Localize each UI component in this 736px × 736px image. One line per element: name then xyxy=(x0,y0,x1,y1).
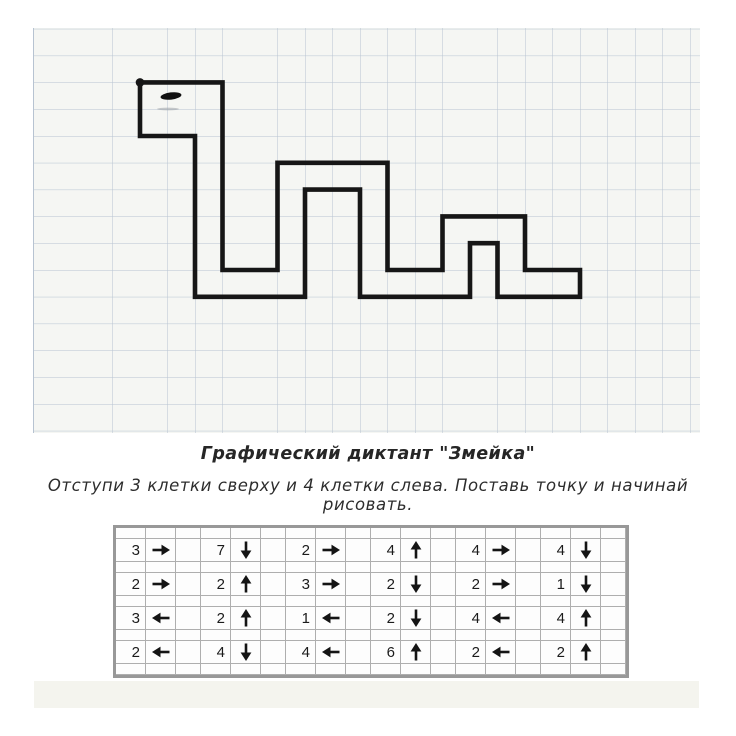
table-cell xyxy=(346,630,371,641)
step-count: 2 xyxy=(371,573,401,596)
table-cell xyxy=(201,596,231,607)
table-cell xyxy=(571,528,601,539)
table-cell xyxy=(146,630,176,641)
table-cell xyxy=(371,528,401,539)
step-count: 2 xyxy=(116,641,146,664)
table-cell xyxy=(346,664,371,675)
down-arrow-icon xyxy=(239,540,253,560)
down-arrow-icon xyxy=(239,642,253,662)
table-cell xyxy=(316,630,346,641)
right-arrow-icon xyxy=(151,543,171,557)
step-count: 2 xyxy=(456,573,486,596)
scan-shadow-band xyxy=(34,681,699,708)
table-cell xyxy=(431,562,456,573)
table-cell xyxy=(516,596,541,607)
table-cell xyxy=(431,573,456,596)
up-arrow-icon xyxy=(409,642,423,662)
step-arrow xyxy=(486,641,516,664)
table-cell xyxy=(371,664,401,675)
step-arrow xyxy=(571,641,601,664)
table-cell xyxy=(431,528,456,539)
table-cell xyxy=(176,539,201,562)
table-cell xyxy=(456,630,486,641)
start-dot xyxy=(136,78,145,87)
table-cell xyxy=(201,630,231,641)
table-cell xyxy=(541,664,571,675)
step-count: 2 xyxy=(286,539,316,562)
step-arrow xyxy=(401,573,431,596)
table-cell xyxy=(261,562,286,573)
table-cell xyxy=(286,528,316,539)
table-cell xyxy=(176,528,201,539)
table-cell xyxy=(201,664,231,675)
left-arrow-icon xyxy=(321,611,341,625)
table-cell xyxy=(541,630,571,641)
up-arrow-icon xyxy=(239,574,253,594)
step-arrow xyxy=(231,573,261,596)
table-cell xyxy=(146,596,176,607)
table-cell xyxy=(201,562,231,573)
table-cell xyxy=(346,573,371,596)
step-count: 2 xyxy=(116,573,146,596)
table-cell xyxy=(601,607,626,630)
table-cell xyxy=(401,664,431,675)
table-cell xyxy=(571,630,601,641)
table-cell xyxy=(571,596,601,607)
left-arrow-icon xyxy=(491,645,511,659)
table-cell xyxy=(116,528,146,539)
table-cell xyxy=(486,562,516,573)
up-arrow-icon xyxy=(239,608,253,628)
right-arrow-icon xyxy=(321,577,341,591)
table-cell xyxy=(401,562,431,573)
down-arrow-icon xyxy=(409,574,423,594)
table-cell xyxy=(516,573,541,596)
step-arrow xyxy=(571,539,601,562)
step-count: 2 xyxy=(371,607,401,630)
table-cell xyxy=(346,596,371,607)
step-count: 4 xyxy=(371,539,401,562)
down-arrow-icon xyxy=(579,540,593,560)
table-cell xyxy=(176,630,201,641)
table-cell xyxy=(261,664,286,675)
table-cell xyxy=(146,664,176,675)
table-cell xyxy=(601,664,626,675)
table-cell xyxy=(401,630,431,641)
left-arrow-icon xyxy=(321,645,341,659)
step-arrow xyxy=(486,573,516,596)
table-cell xyxy=(601,528,626,539)
table-cell xyxy=(516,528,541,539)
table-cell xyxy=(571,664,601,675)
table-cell xyxy=(516,664,541,675)
step-count: 2 xyxy=(201,573,231,596)
table-cell xyxy=(346,641,371,664)
table-cell xyxy=(261,596,286,607)
table-cell xyxy=(371,562,401,573)
step-arrow xyxy=(486,607,516,630)
step-arrow xyxy=(571,607,601,630)
table-cell xyxy=(486,630,516,641)
table-cell xyxy=(176,573,201,596)
table-cell xyxy=(456,664,486,675)
step-arrow xyxy=(316,607,346,630)
table-cell xyxy=(316,664,346,675)
table-cell xyxy=(371,630,401,641)
table-cell xyxy=(261,607,286,630)
table-cell xyxy=(286,596,316,607)
step-count: 4 xyxy=(286,641,316,664)
table-cell xyxy=(346,607,371,630)
step-arrow xyxy=(486,539,516,562)
table-cell xyxy=(116,596,146,607)
table-cell xyxy=(231,664,261,675)
step-count: 1 xyxy=(541,573,571,596)
step-count: 3 xyxy=(116,607,146,630)
worksheet-instruction: Отступи 3 клетки сверху и 4 клетки слева. Поставь точку и начинай рисовать. xyxy=(47,476,689,514)
table-cell xyxy=(516,607,541,630)
table-cell xyxy=(176,664,201,675)
worksheet-title: Графический диктант "Змейка" xyxy=(200,444,536,464)
down-arrow-icon xyxy=(409,608,423,628)
right-arrow-icon xyxy=(491,577,511,591)
step-arrow xyxy=(146,607,176,630)
table-cell xyxy=(541,562,571,573)
up-arrow-icon xyxy=(579,642,593,662)
table-cell xyxy=(146,528,176,539)
table-cell xyxy=(371,596,401,607)
table-cell xyxy=(176,562,201,573)
table-cell xyxy=(261,630,286,641)
table-cell xyxy=(201,528,231,539)
step-arrow xyxy=(401,539,431,562)
table-cell xyxy=(516,641,541,664)
right-arrow-icon xyxy=(151,577,171,591)
table-cell xyxy=(231,630,261,641)
table-cell xyxy=(116,630,146,641)
table-cell xyxy=(516,630,541,641)
paper-grid-lines xyxy=(33,28,700,433)
table-cell xyxy=(431,664,456,675)
step-arrow xyxy=(146,573,176,596)
table-cell xyxy=(261,539,286,562)
right-arrow-icon xyxy=(491,543,511,557)
step-arrow xyxy=(316,573,346,596)
table-cell xyxy=(401,528,431,539)
table-cell xyxy=(286,562,316,573)
table-cell xyxy=(486,528,516,539)
table-cell xyxy=(116,562,146,573)
down-arrow-icon xyxy=(579,574,593,594)
pencil-smudge xyxy=(157,108,179,111)
step-count: 4 xyxy=(541,607,571,630)
table-cell xyxy=(431,641,456,664)
table-cell xyxy=(261,528,286,539)
table-cell xyxy=(261,573,286,596)
table-cell xyxy=(431,596,456,607)
up-arrow-icon xyxy=(579,608,593,628)
left-arrow-icon xyxy=(491,611,511,625)
left-arrow-icon xyxy=(151,611,171,625)
step-arrow xyxy=(401,607,431,630)
table-cell xyxy=(116,664,146,675)
step-count: 4 xyxy=(541,539,571,562)
right-arrow-icon xyxy=(321,543,341,557)
table-cell xyxy=(601,596,626,607)
step-arrow xyxy=(231,641,261,664)
step-count: 3 xyxy=(286,573,316,596)
table-cell xyxy=(231,596,261,607)
table-cell xyxy=(456,528,486,539)
table-cell xyxy=(516,562,541,573)
step-count: 4 xyxy=(201,641,231,664)
table-cell xyxy=(541,596,571,607)
step-count: 4 xyxy=(456,539,486,562)
step-count: 2 xyxy=(456,641,486,664)
table-cell xyxy=(231,562,261,573)
step-arrow xyxy=(231,539,261,562)
table-cell xyxy=(601,641,626,664)
table-cell xyxy=(316,528,346,539)
step-arrow xyxy=(401,641,431,664)
step-count: 1 xyxy=(286,607,316,630)
table-cell xyxy=(176,641,201,664)
squared-paper xyxy=(33,28,700,433)
table-cell xyxy=(601,562,626,573)
step-count: 4 xyxy=(456,607,486,630)
step-arrow xyxy=(146,641,176,664)
step-arrow xyxy=(316,641,346,664)
step-count: 7 xyxy=(201,539,231,562)
table-cell xyxy=(601,573,626,596)
step-arrow xyxy=(571,573,601,596)
table-cell xyxy=(601,539,626,562)
step-count: 2 xyxy=(541,641,571,664)
table-cell xyxy=(541,528,571,539)
step-arrow xyxy=(146,539,176,562)
table-cell xyxy=(431,607,456,630)
table-cell xyxy=(401,596,431,607)
table-cell xyxy=(146,562,176,573)
step-count: 6 xyxy=(371,641,401,664)
table-cell xyxy=(176,607,201,630)
step-arrow xyxy=(231,607,261,630)
step-count: 2 xyxy=(201,607,231,630)
left-arrow-icon xyxy=(151,645,171,659)
table-cell xyxy=(286,630,316,641)
table-cell xyxy=(431,539,456,562)
table-cell xyxy=(571,562,601,573)
step-arrow xyxy=(316,539,346,562)
table-cell xyxy=(516,539,541,562)
table-cell xyxy=(456,562,486,573)
up-arrow-icon xyxy=(409,540,423,560)
table-cell xyxy=(346,539,371,562)
table-cell xyxy=(346,562,371,573)
dictation-table xyxy=(113,525,629,678)
table-cell xyxy=(261,641,286,664)
table-cell xyxy=(316,596,346,607)
table-cell xyxy=(486,664,516,675)
table-cell xyxy=(231,528,261,539)
table-cell xyxy=(431,630,456,641)
step-count: 3 xyxy=(116,539,146,562)
table-cell xyxy=(286,664,316,675)
table-cell xyxy=(456,596,486,607)
table-cell xyxy=(486,596,516,607)
table-cell xyxy=(176,596,201,607)
table-cell xyxy=(601,630,626,641)
table-cell xyxy=(346,528,371,539)
table-cell xyxy=(316,562,346,573)
